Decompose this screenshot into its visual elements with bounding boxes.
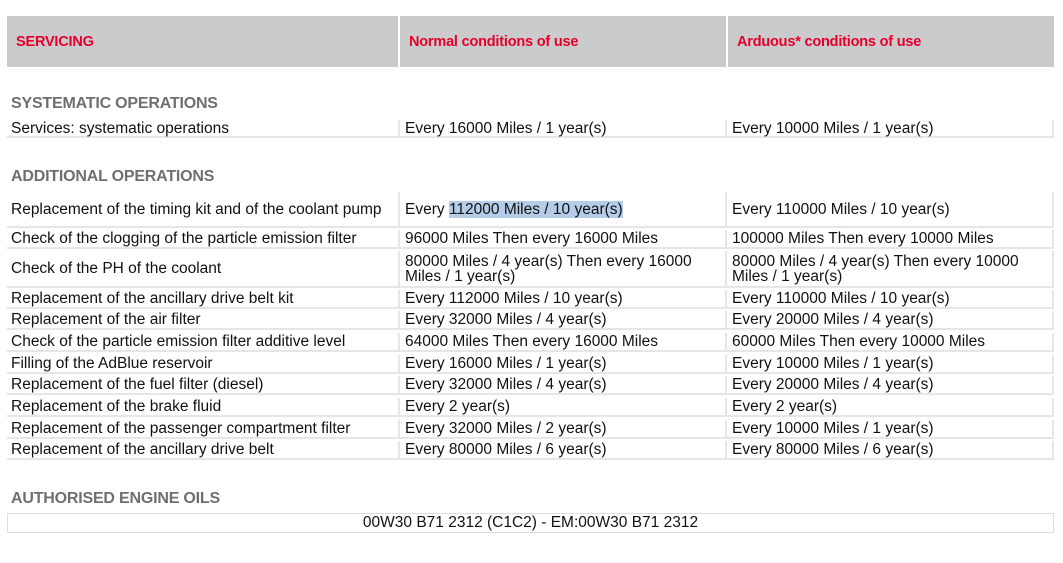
- normal-interval-cell: Every 16000 Miles / 1 year(s): [400, 120, 727, 138]
- table-header: [7, 16, 1054, 67]
- operation-cell: Replacement of the timing kit and of the coolant pump: [7, 192, 400, 228]
- normal-interval-cell: Every 2 year(s): [400, 398, 727, 417]
- operation-cell: Replacement of the fuel filter (diesel): [7, 376, 400, 395]
- arduous-interval-cell: Every 20000 Miles / 4 year(s): [727, 376, 1054, 395]
- header-normal-conditions: Normal conditions of use: [400, 16, 726, 67]
- arduous-interval-cell: Every 110000 Miles / 10 year(s): [727, 192, 1054, 228]
- normal-interval-cell: 64000 Miles Then every 16000 Miles: [400, 333, 727, 352]
- arduous-interval-cell: 80000 Miles / 4 year(s) Then every 10000 Miles / 1 year(s): [727, 251, 1054, 288]
- normal-interval-cell: Every 80000 Miles / 6 year(s): [400, 441, 727, 460]
- table-row: [7, 251, 1054, 288]
- table-row: [7, 230, 1054, 249]
- header-arduous-conditions: Arduous* conditions of use: [728, 16, 1054, 67]
- selected-text-highlight[interactable]: 112000 Miles / 10 year(s): [448, 200, 623, 218]
- table-row: [7, 355, 1054, 374]
- operation-cell: Check of the particle emission filter additive level: [7, 333, 400, 352]
- arduous-interval-cell: Every 2 year(s): [727, 398, 1054, 417]
- arduous-interval-cell: Every 20000 Miles / 4 year(s): [727, 311, 1054, 330]
- operation-cell: Replacement of the air filter: [7, 311, 400, 330]
- arduous-interval-cell: Every 10000 Miles / 1 year(s): [727, 120, 1054, 138]
- normal-interval-cell: Every 32000 Miles / 2 year(s): [400, 420, 727, 439]
- table-row: [7, 441, 1054, 460]
- table-row: [7, 376, 1054, 395]
- table-row: [7, 290, 1054, 309]
- operation-cell: Replacement of the ancillary drive belt kit: [7, 290, 400, 309]
- header-servicing: SERVICING: [7, 16, 398, 67]
- table-row: [7, 333, 1054, 352]
- section-title-additional: ADDITIONAL OPERATIONS: [11, 168, 215, 185]
- arduous-interval-cell: Every 80000 Miles / 6 year(s): [727, 441, 1054, 460]
- operation-cell: Filling of the AdBlue reservoir: [7, 355, 400, 374]
- normal-interval-cell: Every 32000 Miles / 4 year(s): [400, 311, 727, 330]
- engine-oil-value: 00W30 B71 2312 (C1C2) - EM:00W30 B71 2312: [7, 513, 1054, 533]
- normal-interval-cell: [400, 192, 727, 228]
- arduous-interval-cell: Every 110000 Miles / 10 year(s): [727, 290, 1054, 309]
- normal-interval-cell: Every 16000 Miles / 1 year(s): [400, 355, 727, 374]
- table-row: [7, 192, 1054, 228]
- table-row: [7, 120, 1054, 138]
- normal-interval-cell: 80000 Miles / 4 year(s) Then every 16000 Miles / 1 year(s): [400, 251, 727, 288]
- normal-interval-cell: Every 32000 Miles / 4 year(s): [400, 376, 727, 395]
- table-row: [7, 311, 1054, 330]
- operation-cell: Check of the PH of the coolant: [7, 251, 400, 288]
- interval-prefix: Every: [405, 200, 449, 218]
- table-row: [7, 420, 1054, 439]
- section-title-systematic: SYSTEMATIC OPERATIONS: [11, 95, 218, 112]
- table-row: [7, 398, 1054, 417]
- arduous-interval-cell: 60000 Miles Then every 10000 Miles: [727, 333, 1054, 352]
- arduous-interval-cell: Every 10000 Miles / 1 year(s): [727, 420, 1054, 439]
- normal-interval-cell: 96000 Miles Then every 16000 Miles: [400, 230, 727, 249]
- operation-cell: Replacement of the ancillary drive belt: [7, 441, 400, 460]
- operation-cell: Replacement of the brake fluid: [7, 398, 400, 417]
- arduous-interval-cell: Every 10000 Miles / 1 year(s): [727, 355, 1054, 374]
- operation-cell: Services: systematic operations: [7, 120, 400, 138]
- arduous-interval-cell: 100000 Miles Then every 10000 Miles: [727, 230, 1054, 249]
- operation-cell: Check of the clogging of the particle emission filter: [7, 230, 400, 249]
- section-title-oils: AUTHORISED ENGINE OILS: [11, 490, 220, 507]
- operation-cell: Replacement of the passenger compartment filter: [7, 420, 400, 439]
- normal-interval-cell: Every 112000 Miles / 10 year(s): [400, 290, 727, 309]
